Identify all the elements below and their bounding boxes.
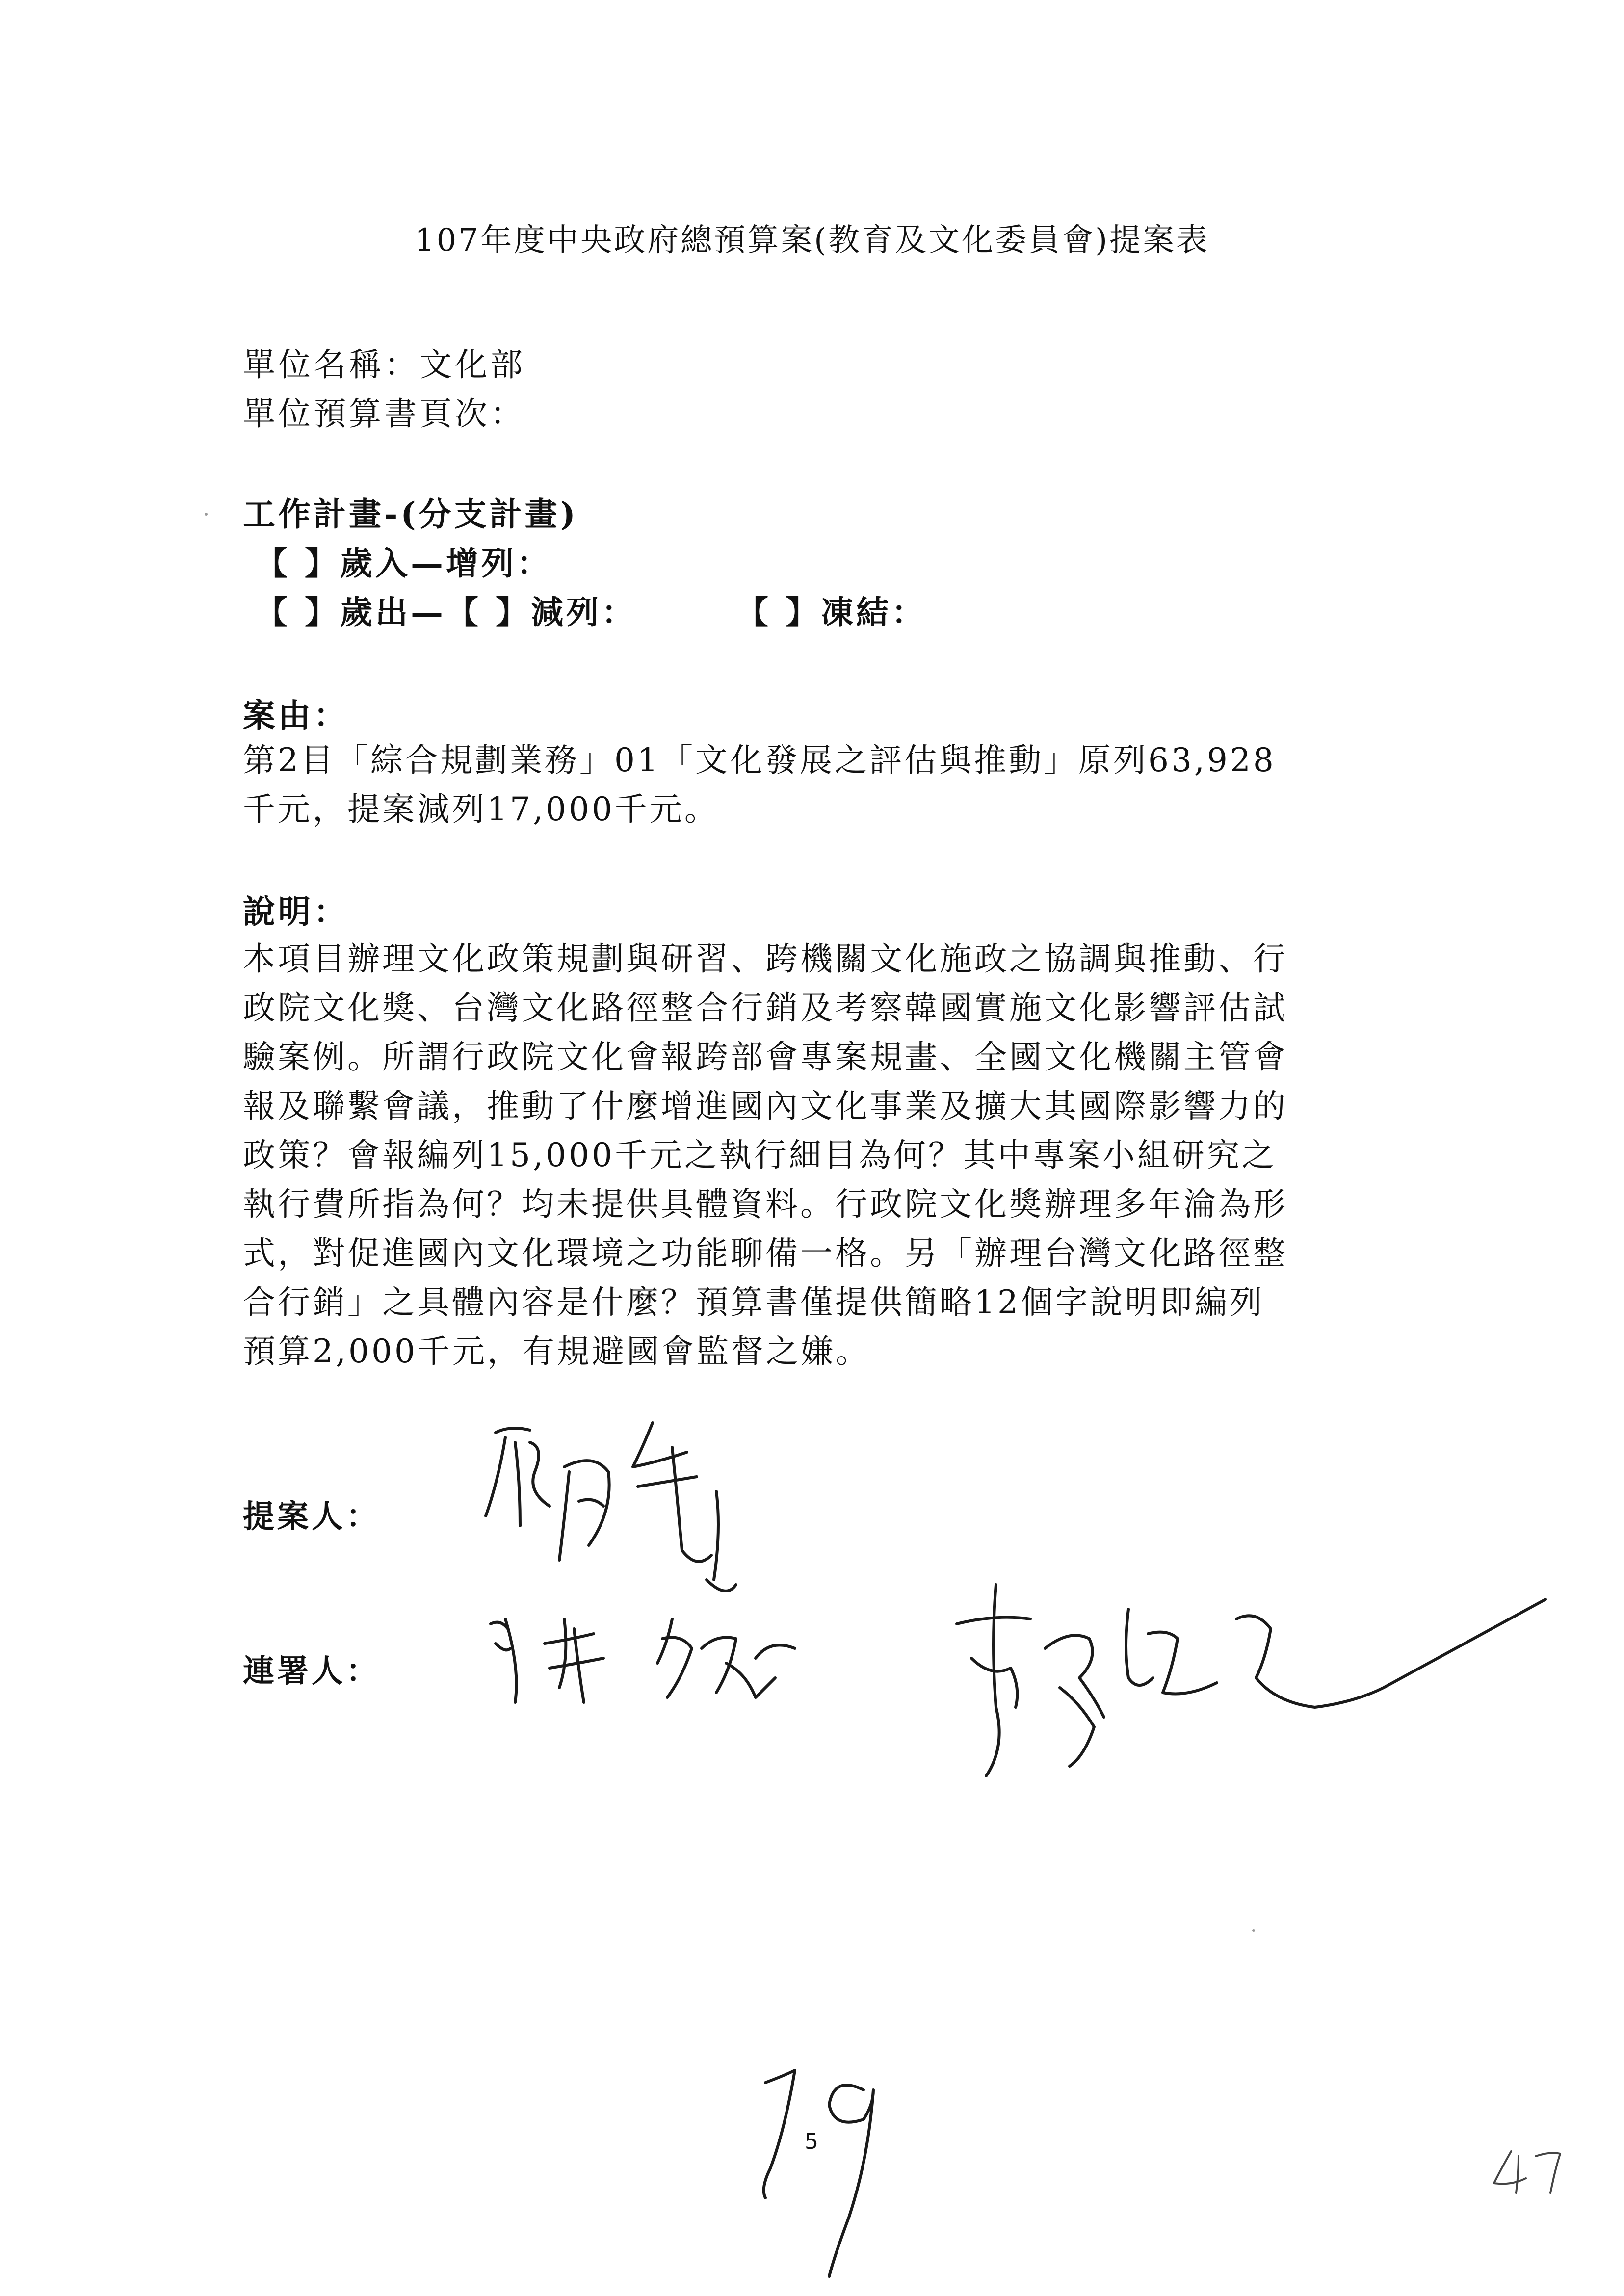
scan-speck (1252, 1929, 1255, 1932)
unit-name: 單位名稱：文化部 (243, 346, 525, 384)
explanation-line: 報及聯繫會議，推動了什麼增進國內文化事業及擴大其國際影響力的 (243, 1087, 1288, 1125)
revenue-increase-line: 【 】歲入—增列： (255, 544, 552, 582)
proposer-label: 提案人： (243, 1498, 380, 1535)
scan-speck (205, 513, 208, 516)
explanation-line: 本項目辦理文化政策規劃與研習、跨機關文化施政之協調與推動、行 (243, 940, 1288, 978)
expense-decrease-line: 【 】歲出—【 】減列： (255, 593, 637, 631)
explanation-line: 式，對促進國內文化環境之功能聊備一格。另「辦理台灣文化路徑整 (243, 1234, 1288, 1272)
printed-page-number: 5 (805, 2129, 818, 2154)
explanation-heading: 說明： (243, 892, 349, 931)
explanation-line: 執行費所指為何？均未提供具體資料。行政院文化獎辦理多年淪為形 (243, 1185, 1288, 1223)
freeze-line: 【 】凍結： (736, 593, 927, 631)
cosigner-label: 連署人： (243, 1653, 380, 1690)
explanation-line: 政院文化獎、台灣文化路徑整合行銷及考察韓國實施文化影響評估試 (243, 989, 1288, 1027)
handwritten-sheet-number (1494, 2151, 1560, 2193)
explanation-line: 驗案例。所謂行政院文化會報跨部會專案規畫、全國文化機關主管會 (243, 1038, 1288, 1076)
reason-heading: 案由： (243, 696, 349, 734)
explanation-line: 政策？會報編列15,000千元之執行細目為何？其中專案小組研究之 (243, 1136, 1277, 1174)
document-title: 107年度中央政府總預算案(教育及文化委員會)提案表 (414, 222, 1210, 259)
handwritten-page-number (764, 2070, 873, 2276)
cosigner-signature-1 (491, 1619, 795, 1702)
proposer-signature (486, 1423, 736, 1591)
explanation-line: 合行銷」之具體內容是什麼？預算書僅提供簡略12個字說明即編列 (243, 1283, 1264, 1321)
reason-line: 第2目「綜合規劃業務」01「文化發展之評估與推動」原列63,928 (243, 741, 1276, 779)
unit-budget-page: 單位預算書頁次： (243, 395, 525, 433)
explanation-line: 預算2,000千元，有規避國會監督之嫌。 (243, 1332, 870, 1370)
work-plan-label: 工作計畫-(分支計畫) (243, 495, 578, 533)
reason-line: 千元，提案減列17,000千元。 (243, 790, 719, 828)
cosigner-signature-2 (957, 1585, 1545, 1776)
